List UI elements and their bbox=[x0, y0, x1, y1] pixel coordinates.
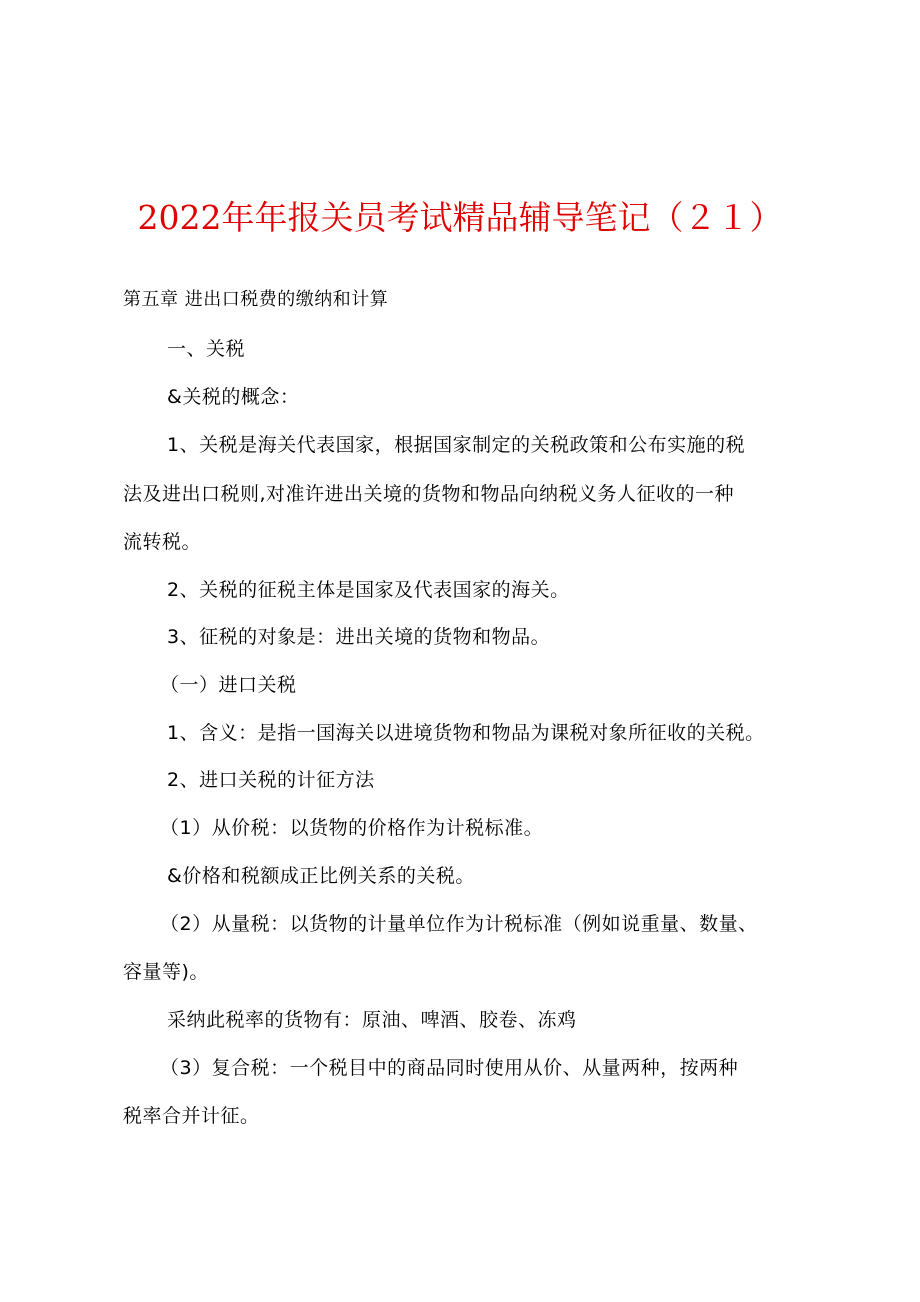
text-line: （1）从价税：以货物的价格作为计税标准。 bbox=[160, 817, 544, 839]
text-line: 3、征税的对象是：进出关境的货物和物品。 bbox=[167, 626, 551, 648]
text-line: 2、关税的征税主体是国家及代表国家的海关。 bbox=[167, 579, 570, 601]
text-line: 1、关税是海关代表国家，根据国家制定的关税政策和公布实施的税 bbox=[167, 434, 746, 456]
text-line: 容量等)。 bbox=[123, 961, 209, 983]
text-line: （2）从量税：以货物的计量单位作为计税标准（例如说重量、数量、 bbox=[160, 913, 758, 935]
text-line: 流转税。 bbox=[123, 531, 202, 553]
text-line: &关税的概念： bbox=[167, 386, 300, 408]
text-line: 1、含义：是指一国海关以进境货物和物品为课税对象所征收的关税。 bbox=[167, 722, 765, 744]
text-line: 2、进口关税的计征方法 bbox=[167, 769, 375, 791]
document-title: 2022年年报关员考试精品辅导笔记（２１） bbox=[137, 198, 783, 237]
section-heading: 一、关税 bbox=[167, 338, 246, 360]
text-line: &价格和税额成正比例关系的关税。 bbox=[167, 865, 475, 887]
text-line: 采纳此税率的货物有：原油、啤酒、胶卷、冻鸡 bbox=[167, 1009, 577, 1031]
text-line: 法及进出口税则,对准许进出关境的货物和物品向纳税义务人征收的一种 bbox=[123, 483, 735, 505]
subsection-heading: （一）进口关税 bbox=[160, 674, 297, 696]
chapter-heading: 第五章 进出口税费的缴纳和计算 bbox=[123, 289, 389, 310]
text-line: （3）复合税：一个税目中的商品同时使用从价、从量两种，按两种 bbox=[160, 1057, 739, 1079]
text-line: 税率合并计征。 bbox=[123, 1105, 260, 1127]
